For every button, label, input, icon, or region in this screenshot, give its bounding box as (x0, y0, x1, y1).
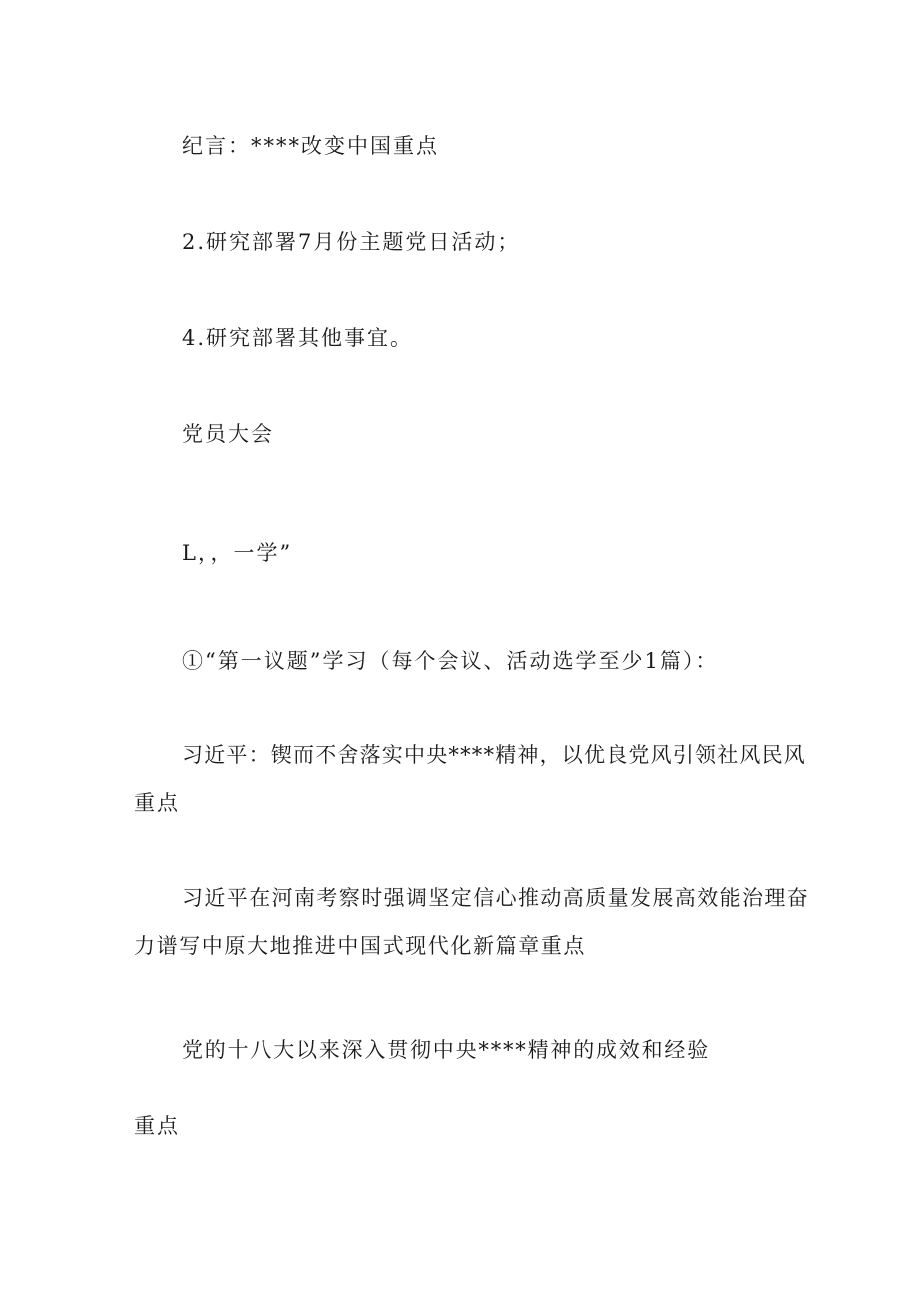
heading-line: 纪言：****改变中国重点 (182, 134, 439, 158)
agenda-item-4: 4.研究部署其他事宜。 (182, 326, 414, 350)
paragraph-line: 习近平在河南考察时强调坚定信心推动高质量发展高效能治理奋 (182, 886, 810, 910)
paragraph-line: 重点 (134, 791, 180, 815)
sub-heading-fragment: L，，一学” (182, 541, 293, 565)
paragraph-line: 党的十八大以来深入贯彻中央****精神的成效和经验 (182, 1038, 710, 1062)
paragraph-line: 重点 (134, 1114, 180, 1138)
paragraph-line: 习近平：锲而不舍落实中央****精神，以优良党风引领社风民风 (182, 743, 806, 767)
section-title: 党员大会 (182, 422, 274, 446)
paragraph-line: 力谱写中原大地推进中国式现代化新篇章重点 (134, 934, 586, 958)
study-item-heading: ①“第一议题”学习（每个会议、活动选学至少1篇）： (182, 649, 719, 673)
agenda-item-2: 2.研究部署7月份主题党日活动； (182, 230, 521, 254)
